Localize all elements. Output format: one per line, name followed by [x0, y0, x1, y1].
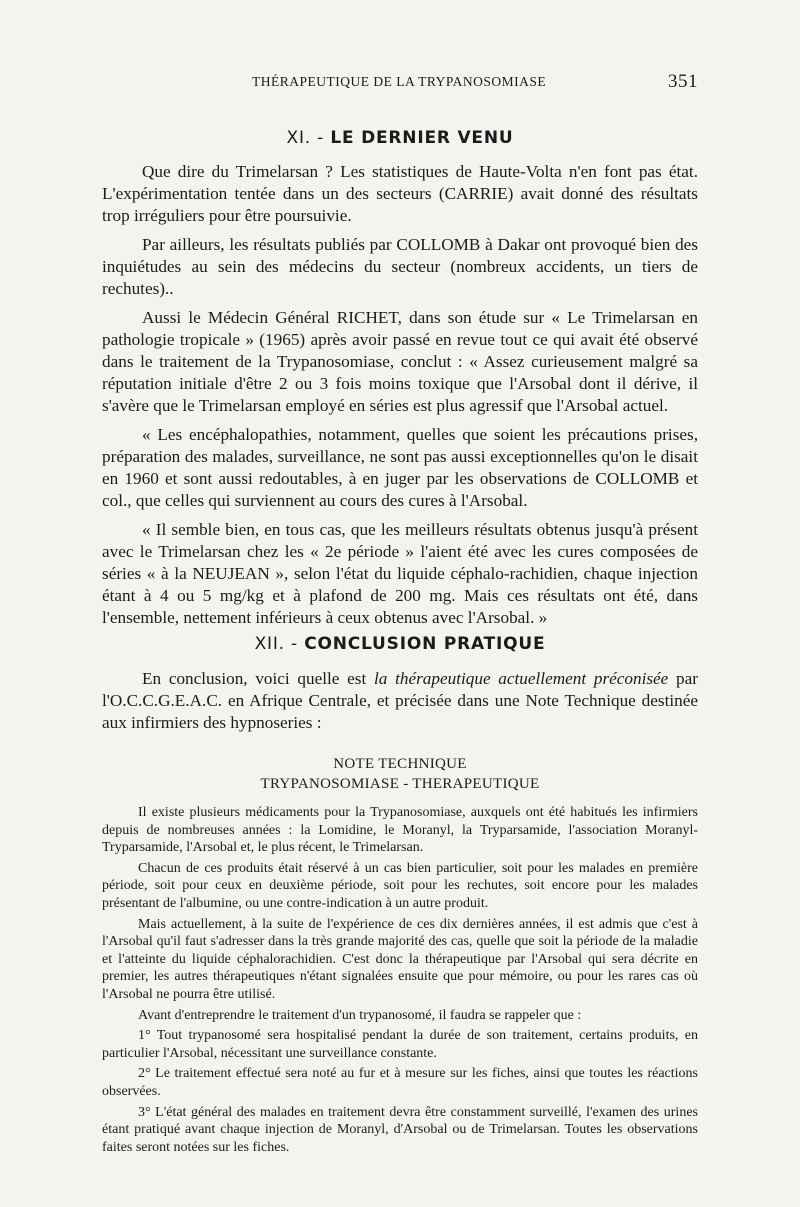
section-12-heading: [0, 634, 800, 654]
note-subtitle: TRYPANOSOMIASE - THERAPEUTIQUE: [260, 776, 540, 792]
paragraph: Aussi le Médecin Général RICHET, dans son étude sur « Le Trimelarsan en pathologie tropicale » (1965) après avoir passé en revue tout ce qui avait été observé dans le traitement de la Trypanosomiase, conclut : « Assez curieusement malgré sa réputation initiale d'être 2 ou 3 fois moins toxique que l'Arsobal dont il dérive, il s'avère que le Trimelarsan employé en séries est plus agressif que l'Arsobal actuel.: [102, 308, 698, 415]
note-paragraph: Il existe plusieurs médicaments pour la Trypanosomiase, auxquels ont été habitués les infirmiers depuis de nombreuses années : la Lomidine, le Moranyl, la Tryparsamide, l'association Moranyl-Tryparsamide, l'Arsobal et, le plus récent, le Trimelarsan.: [102, 805, 698, 856]
note-paragraph: 1° Tout trypanosomé sera hospitalisé pendant la durée de son traitement, certains produits, en particulier l'Arsobal, nécessitant une surveillance constante.: [102, 1028, 698, 1061]
intro-text: En conclusion, voici quelle est: [142, 669, 374, 688]
section-title: CONCLUSION PRATIQUE: [304, 634, 546, 654]
paragraph: « Les encéphalopathies, notamment, quelles que soient les précautions prises, préparation des malades, surveillance, ne sont pas aussi exceptionnelles qu'on le disait en 1960 et sont aussi redoutables, à en juger par les observations de COLLOMB et col., que celles qui surviennent au cours des cures à l'Arsobal.: [102, 425, 698, 510]
note-paragraph: Mais actuellement, à la suite de l'expérience de ces dix dernières années, il est admis que c'est à l'Arsobal qu'il faut s'adresser dans la très grande majorité des cas, quelle que soit la période de la maladie et l'atteinte du liquide céphalorachidien. C'est donc la thérapeutique par l'Arsobal qui sera décrite en premier, les autres thérapeutiques n'étant signalées ensuite que pour mémoire, ou pour les rares cas où l'Arsobal ne pourra être utilisé.: [102, 916, 698, 1002]
intro-text: par l'O.C.C.G.E.A.C. en Afrique Centrale, et précisée dans une Note Technique destinée aux infirmiers des hypnoseries :: [102, 669, 698, 732]
paragraph: « Il semble bien, en tous cas, que les meilleurs résultats obtenus jusqu'à présent avec le Trimelarsan chez les « 2e période » l'aient été avec les cures composées de séries « à la NEUJEAN », selon l'état du liquide céphalo-rachidien, chaque injection étant à 4 ou 5 mg/kg et à plafond de 200 mg. Mais ces résultats ont été, dans l'ensemble, nettement inférieurs à ceux obtenus avec l'Arsobal. »: [102, 520, 698, 627]
note-body: [102, 804, 698, 1159]
note-paragraph: Chacun de ces produits était réservé à un cas bien particulier, soit pour les malades en première période, soit pour ceux en deuxième période, soit pour les rechutes, soit encore pour les malades présentant de l'albumine, ou une contre-indication à un autre produit.: [102, 860, 698, 911]
note-paragraph: 3° L'état général des malades en traitement devra être constamment surveillé, l'examen des urines étant pratiqué avant chaque injection de Moranyl, d'Arsobal ou de Trimelarsan. Toutes les observations faites seront notées sur les fiches.: [102, 1104, 698, 1155]
page-number: 351: [668, 71, 698, 92]
emphasis-text: la thérapeutique actuellement préconisée: [374, 669, 669, 688]
section-number: XI. -: [286, 128, 325, 148]
note-paragraph: Avant d'entreprendre le traitement d'un trypanosomé, il faudra se rappeler que :: [138, 1007, 582, 1023]
running-title: THÉRAPEUTIQUE DE LA TRYPANOSOMIASE: [252, 74, 547, 89]
paragraph: Que dire du Trimelarsan ? Les statistiques de Haute-Volta n'en font pas état. L'expérimentation tentée dans un des secteurs (CARRIE) avait donné des résultats trop irréguliers pour être poursuivie.: [102, 162, 698, 225]
section-11-body: [102, 161, 698, 636]
note-heading: [0, 754, 800, 794]
section-title: LE DERNIER VENU: [330, 128, 514, 148]
paragraph: Par ailleurs, les résultats publiés par COLLOMB à Dakar ont provoqué bien des inquiétudes au sein des médecins du secteur (nombreux accidents, un tiers de rechutes)..: [102, 235, 698, 298]
section-12-body: [102, 668, 698, 741]
note-title: NOTE TECHNIQUE: [333, 756, 467, 772]
paragraph: [102, 668, 698, 734]
note-paragraph: 2° Le traitement effectué sera noté au fur et à mesure sur les fiches, ainsi que toutes les réactions observées.: [102, 1066, 698, 1099]
section-11-heading: [0, 128, 800, 148]
section-number: XII. -: [254, 634, 298, 654]
